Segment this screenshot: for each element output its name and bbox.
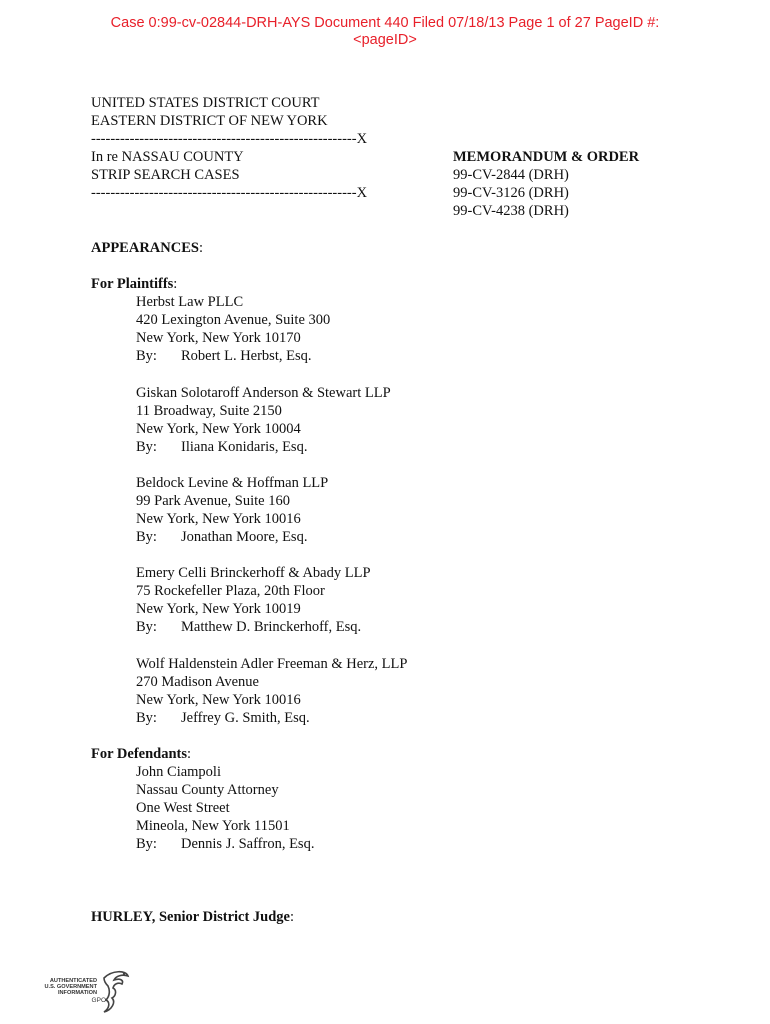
counsel-attorney: By: Iliana Konidaris, Esq.	[136, 439, 308, 455]
eagle-emblem-icon	[98, 968, 132, 1016]
case-name-line1: In re NASSAU COUNTY	[91, 149, 244, 165]
defense-counsel-name: John Ciampoli	[136, 764, 221, 780]
defense-counsel-address: One West Street	[136, 800, 230, 816]
docket-number: 99-CV-2844 (DRH)	[453, 167, 569, 183]
docket-number: 99-CV-4238 (DRH)	[453, 203, 569, 219]
counsel-address: 270 Madison Avenue	[136, 674, 259, 690]
judge-heading: HURLEY, Senior District Judge:	[91, 909, 295, 925]
counsel-city: New York, New York 10004	[136, 421, 301, 437]
plaintiffs-heading: For Plaintiffs:	[91, 276, 178, 292]
counsel-address: 75 Rockefeller Plaza, 20th Floor	[136, 583, 325, 599]
court-district: EASTERN DISTRICT OF NEW YORK	[91, 113, 328, 129]
counsel-firm: Beldock Levine & Hoffman LLP	[136, 475, 329, 491]
counsel-attorney: By: Matthew D. Brinckerhoff, Esq.	[136, 619, 362, 635]
counsel-city: New York, New York 10170	[136, 330, 301, 346]
counsel-address: 11 Broadway, Suite 2150	[136, 403, 282, 419]
docket-number: 99-CV-3126 (DRH)	[453, 185, 569, 201]
defendants-heading: For Defendants:	[91, 746, 192, 762]
gpo-authentication-seal: AUTHENTICATED U.S. GOVERNMENT INFORMATION GPO	[44, 968, 134, 1016]
case-name-line2: STRIP SEARCH CASES	[91, 167, 240, 183]
counsel-firm: Herbst Law PLLC	[136, 294, 244, 310]
counsel-attorney: By: Jeffrey G. Smith, Esq.	[136, 710, 310, 726]
counsel-firm: Wolf Haldenstein Adler Freeman & Herz, LLP	[136, 656, 408, 672]
counsel-city: New York, New York 10016	[136, 511, 301, 527]
caption-rule-top: -------------------------------------------------------X	[91, 131, 368, 147]
court-name: UNITED STATES DISTRICT COURT	[91, 95, 320, 111]
counsel-city: New York, New York 10016	[136, 692, 301, 708]
counsel-address: 99 Park Avenue, Suite 160	[136, 493, 290, 509]
defense-counsel-attorney: By: Dennis J. Saffron, Esq.	[136, 836, 315, 852]
filing-header-line1: Case 0:99-cv-02844-DRH-AYS Document 440 Filed 07/18/13 Page 1 of 27 PageID #:	[110, 15, 660, 31]
defense-counsel-city: Mineola, New York 11501	[136, 818, 290, 834]
defense-counsel-title: Nassau County Attorney	[136, 782, 279, 798]
counsel-attorney: By: Jonathan Moore, Esq.	[136, 529, 308, 545]
counsel-city: New York, New York 10019	[136, 601, 301, 617]
caption-rule-bottom: -------------------------------------------------------X	[91, 185, 368, 201]
appearances-heading: APPEARANCES:	[91, 240, 203, 256]
counsel-firm: Emery Celli Brinckerhoff & Abady LLP	[136, 565, 371, 581]
filing-header-line2: <pageID>	[353, 32, 417, 48]
counsel-address: 420 Lexington Avenue, Suite 300	[136, 312, 331, 328]
counsel-attorney: By: Robert L. Herbst, Esq.	[136, 348, 312, 364]
document-title: MEMORANDUM & ORDER	[453, 149, 640, 165]
counsel-firm: Giskan Solotaroff Anderson & Stewart LLP	[136, 385, 391, 401]
